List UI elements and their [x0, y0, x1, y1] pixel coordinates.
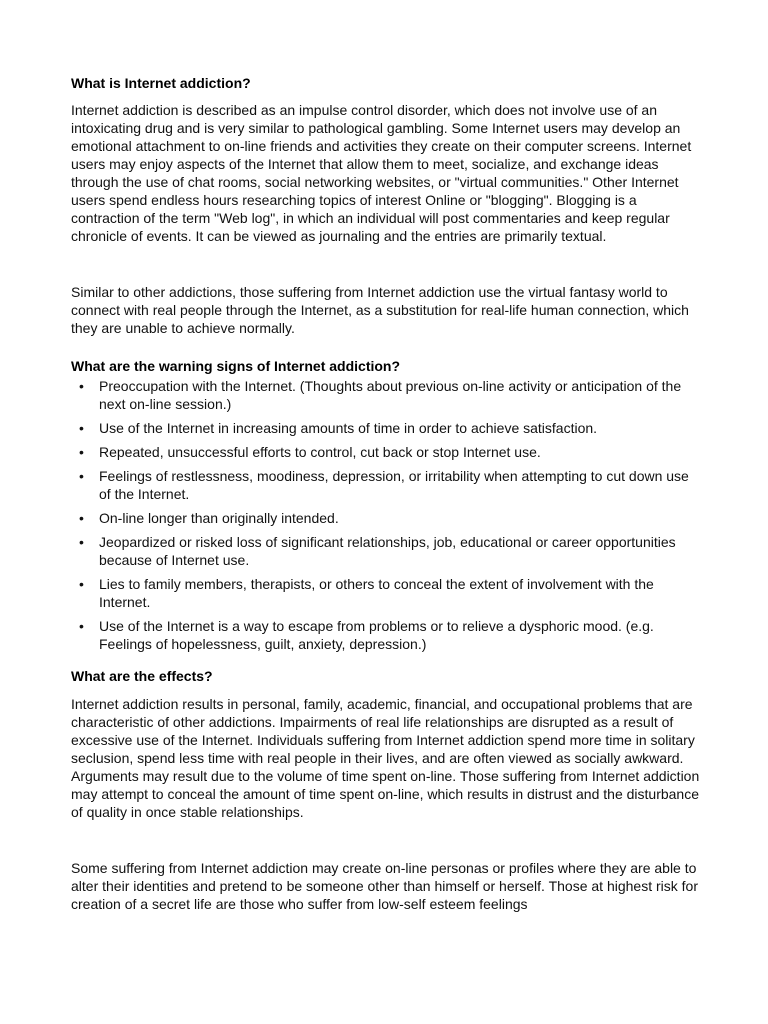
list-item-text: On-line longer than originally intended.: [99, 510, 339, 526]
bullet-icon: •: [79, 420, 84, 436]
list-item: [71, 467, 701, 503]
list-item-text: Feelings of restlessness, moodiness, depression, or irritability when attempting to cut down use of the Internet.: [99, 468, 689, 502]
list-item: [71, 617, 701, 653]
heading-effects: What are the effects?: [71, 668, 213, 684]
list-item: [71, 575, 701, 611]
paragraph-online-personas: Some suffering from Internet addiction may create on-line personas or profiles where they are able to alter their identities and pretend to be someone other than himself or herself. Those at highest risk for creation of a secret life are those who suffer from low-self esteem feelings: [71, 860, 698, 912]
bullet-icon: •: [79, 534, 84, 550]
heading-warning-signs: What are the warning signs of Internet addiction?: [71, 358, 401, 374]
list-item-text: Lies to family members, therapists, or others to conceal the extent of involvement with the Internet.: [99, 576, 654, 610]
paragraph-effects: Internet addiction results in personal, family, academic, financial, and occupational problems that are characteristic of other addictions. Impairments of real life relationships are disrupted as a result of excessive use of the Internet. Individuals suffering from Internet addiction spend more time in solitary seclusion, spend less time with real people in their lives, and are often viewed as socially awkward. Arguments may result due to the volume of time spent on-line. Those suffering from Internet addiction may attempt to conceal the amount of time spent on-line, which results in distrust and the disturbance of quality in once stable relationships.: [71, 696, 700, 820]
list-item: [71, 533, 701, 569]
list-item-text: Use of the Internet is a way to escape from problems or to relieve a dysphoric mood. (e.g. Feelings of hopelessness, guilt, anxiety, depression.): [99, 618, 654, 652]
list-item: [71, 443, 701, 461]
list-item-text: Preoccupation with the Internet. (Thoughts about previous on-line activity or anticipation of the next on-line session.): [99, 378, 682, 412]
list-item-text: Repeated, unsuccessful efforts to control, cut back or stop Internet use.: [99, 444, 541, 460]
paragraph-similar-addictions: Similar to other addictions, those suffering from Internet addiction use the virtual fantasy world to connect with real people through the Internet, as a substitution for real-life human connection, which they are unable to achieve normally.: [71, 284, 689, 336]
document-page: [71, 0, 701, 913]
paragraph-definition: Internet addiction is described as an impulse control disorder, which does not involve use of an intoxicating drug and is very similar to pathological gambling. Some Internet users may develop an emotional attachment to on-line friends and activities they create on their computer screens. Internet users may enjoy aspects of the Internet that allow them to meet, socialize, and exchange ideas through the use of chat rooms, social networking websites, or "virtual communities." Other Internet users spend endless hours researching topics of interest Online or "blogging". Blogging is a contraction of the term "Web log", in which an individual will post commentaries and keep regular chronicle of events. It can be viewed as journaling and the entries are primarily textual.: [71, 102, 692, 244]
bullet-icon: •: [79, 468, 84, 484]
list-item: [71, 377, 701, 413]
bullet-icon: •: [79, 618, 84, 634]
list-item-text: Jeopardized or risked loss of significant relationships, job, educational or career opportunities because of Internet use.: [99, 534, 676, 568]
bullet-icon: •: [79, 576, 84, 592]
list-item-text: Use of the Internet in increasing amounts of time in order to achieve satisfaction.: [99, 420, 598, 436]
bullet-icon: •: [79, 444, 84, 460]
bullet-icon: •: [79, 378, 84, 394]
heading-what-is-internet-addiction: What is Internet addiction?: [71, 75, 251, 91]
bullet-icon: •: [79, 510, 84, 526]
warning-signs-list: [71, 377, 701, 653]
list-item: [71, 509, 701, 527]
list-item: [71, 419, 701, 437]
